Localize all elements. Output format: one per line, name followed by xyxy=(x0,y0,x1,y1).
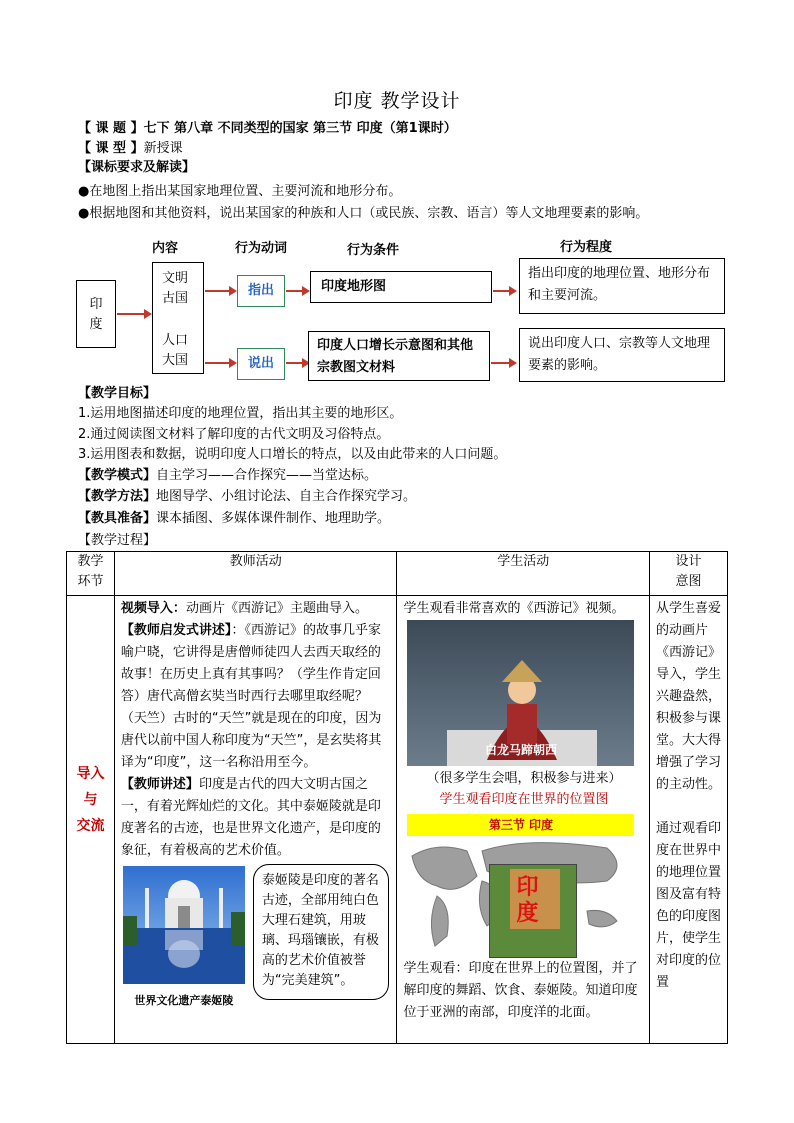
table-row xyxy=(67,596,728,1044)
header-degree: 行为程度 xyxy=(560,240,613,255)
student-s4: 学生观看：印度在世界上的位置图，并了解印度的舞蹈、饮食、泰姬陵。知道印度位于亚洲的南部，印度洋的北面。 xyxy=(403,961,638,1020)
objectives-label: 【教学目标】 xyxy=(78,386,157,401)
header-content: 内容 xyxy=(152,241,179,256)
standards-label: 【课标要求及解读】 xyxy=(78,160,196,175)
type-label: 【 课 型 】 xyxy=(78,141,144,156)
taj-mahal-image xyxy=(123,866,245,984)
arrow-root-content xyxy=(117,313,144,315)
root-box: 印 度 xyxy=(76,280,116,348)
stage-cell xyxy=(67,596,115,1044)
standard-2: ●根据地图和其他资料，说出某国家的种族和人口（或民族、宗教、语言）等人文地理要素的影响。 xyxy=(78,206,649,221)
method-line xyxy=(78,488,416,506)
header-teacher: 教师活动 xyxy=(114,552,397,596)
topic-label: 【 课 题 】 xyxy=(78,121,144,136)
teacher-para-2 xyxy=(121,620,391,774)
teacher-p2: ：《西游记》的故事几乎家喻户晓，它讲得是唐僧师徒四人去西天取经的故事！在历史上真有其事吗？（学生作肯定回答）唐代高僧玄奘当时西行去哪里取经呢？（天竺）古时的“天竺”就是现在的印度，因为唐代以前中国人称印度为“天竺”，是玄奘将其译为“印度”，这一名称沿用至今。 xyxy=(120,623,382,770)
india-inset-map xyxy=(489,864,577,958)
design-1: 从学生喜爱的动画片《西游记》导入，学生兴趣盎然，积极参与课堂。大大得增强了学习的主动性。 xyxy=(656,601,722,792)
prep-value: 课本插图、多媒体课件制作、地理助学。 xyxy=(156,511,391,526)
content-2: 人口 大国 xyxy=(162,333,189,368)
student-cell xyxy=(397,596,650,1044)
arrow-head xyxy=(302,286,310,296)
world-map xyxy=(407,836,634,956)
video-still xyxy=(407,620,634,766)
header-design: 设计 意图 xyxy=(650,552,728,596)
arrow-cond2-degree2 xyxy=(491,362,509,364)
map-banner: 第三节 印度 xyxy=(407,814,634,836)
teacher-cell xyxy=(114,596,397,1044)
teacher-p1-bold: 视频导入： xyxy=(120,601,186,616)
prep-line xyxy=(78,510,390,528)
arrow-cond1-degree1 xyxy=(493,290,509,292)
header-condition: 行为条件 xyxy=(347,243,400,258)
content-box xyxy=(152,262,204,374)
method-label: 【教学方法】 xyxy=(78,489,157,504)
objective-1: 1.运用地图描述印度的地理位置，指出其主要的地形区。 xyxy=(78,406,403,421)
condition-1: 印度地形图 xyxy=(310,271,492,303)
verb-2: 说出 xyxy=(237,348,285,380)
arrow-content-verb2 xyxy=(205,362,229,364)
stage-label: 导入 与 交流 xyxy=(76,765,105,834)
topic-value: 七下 第八章 不同类型的国家 第三节 印度（第1课时） xyxy=(143,121,457,136)
table-header-row xyxy=(67,552,728,596)
arrow-verb1-cond1 xyxy=(286,290,302,292)
type-value: 新授课 xyxy=(143,141,183,156)
teacher-p1: 动画片《西游记》主题曲导入。 xyxy=(185,601,368,616)
student-s1: 学生观看非常喜欢的《西游记》视频。 xyxy=(403,601,625,616)
teacher-para-3 xyxy=(121,774,391,862)
student-s3: 学生观看印度在世界的位置图 xyxy=(439,792,609,807)
degree-2: 说出印度人口、宗教等人文地理要素的影响。 xyxy=(519,328,725,382)
arrow-head xyxy=(509,286,517,296)
process-table xyxy=(66,551,728,1044)
content-1: 文明 古国 xyxy=(162,271,189,306)
mode-line xyxy=(78,467,377,485)
mode-value: 自主学习——合作探究——当堂达标。 xyxy=(156,468,378,483)
header-verb: 行为动词 xyxy=(235,241,288,256)
topic-line xyxy=(78,120,457,138)
video-subtitle: 白龙马蹄朝西 xyxy=(484,743,557,757)
arrow-head xyxy=(229,286,237,296)
student-s2: （很多学生会唱，积极参与进来） xyxy=(426,771,622,786)
design-2: 通过观看印度在世界中的地理位置图及富有特色的印度图片，使学生对印度的位置 xyxy=(656,821,722,990)
teacher-activities xyxy=(115,596,397,862)
design-cell xyxy=(650,596,728,1044)
method-value: 地图导学、小组讨论法、自主合作探究学习。 xyxy=(156,489,417,504)
arrow-head xyxy=(144,309,152,319)
objective-2: 2.通过阅读图文材料了解印度的古代文明及习俗特点。 xyxy=(78,427,390,442)
arrow-verb2-cond2 xyxy=(286,362,302,364)
india-map-label: 印 度 xyxy=(516,875,539,926)
mode-label: 【教学模式】 xyxy=(78,468,157,483)
teacher-p3: 印度是古代的四大文明古国之一，有着光辉灿烂的文化。其中泰姬陵就是印度著名的古迹，也是世界文化遗产，是印度的象征，有着极高的艺术价值。 xyxy=(120,777,381,858)
process-label: 【教学过程】 xyxy=(78,533,157,548)
teacher-p3-bold: 【教师讲述】 xyxy=(120,777,199,792)
header-stage: 教学 环节 xyxy=(67,552,115,596)
type-line xyxy=(78,140,183,158)
arrow-head xyxy=(229,358,237,368)
verb-1: 指出 xyxy=(237,275,285,307)
prep-label: 【教具准备】 xyxy=(78,511,157,526)
standard-1: ●在地图上指出某国家地理位置、主要河流和地形分布。 xyxy=(78,184,402,199)
objective-3: 3.运用图表和数据，说明印度人口增长的特点，以及由此带来的人口问题。 xyxy=(78,447,507,462)
callout-bubble: 泰姬陵是印度的著名古迹，全部用纯白色大理石建筑，用玻璃、玛瑙镶嵌，有极高的艺术价值被誉为“完美建筑”。 xyxy=(253,864,389,1000)
condition-2: 印度人口增长示意图和其他宗教图文材料 xyxy=(308,331,490,381)
taj-caption: 世界文化遗产泰姬陵 xyxy=(134,994,234,1007)
teacher-p2-bold: 【教师启发式讲述】 xyxy=(120,623,232,638)
page-title: 印度 教学设计 xyxy=(333,90,461,112)
header-student: 学生活动 xyxy=(397,552,650,596)
taj-mahal-icon xyxy=(123,866,245,984)
teacher-para-1 xyxy=(121,598,391,620)
arrow-content-verb1 xyxy=(205,290,229,292)
degree-1: 指出印度的地理位置、地形分布和主要河流。 xyxy=(519,258,725,314)
arrow-head xyxy=(509,358,517,368)
